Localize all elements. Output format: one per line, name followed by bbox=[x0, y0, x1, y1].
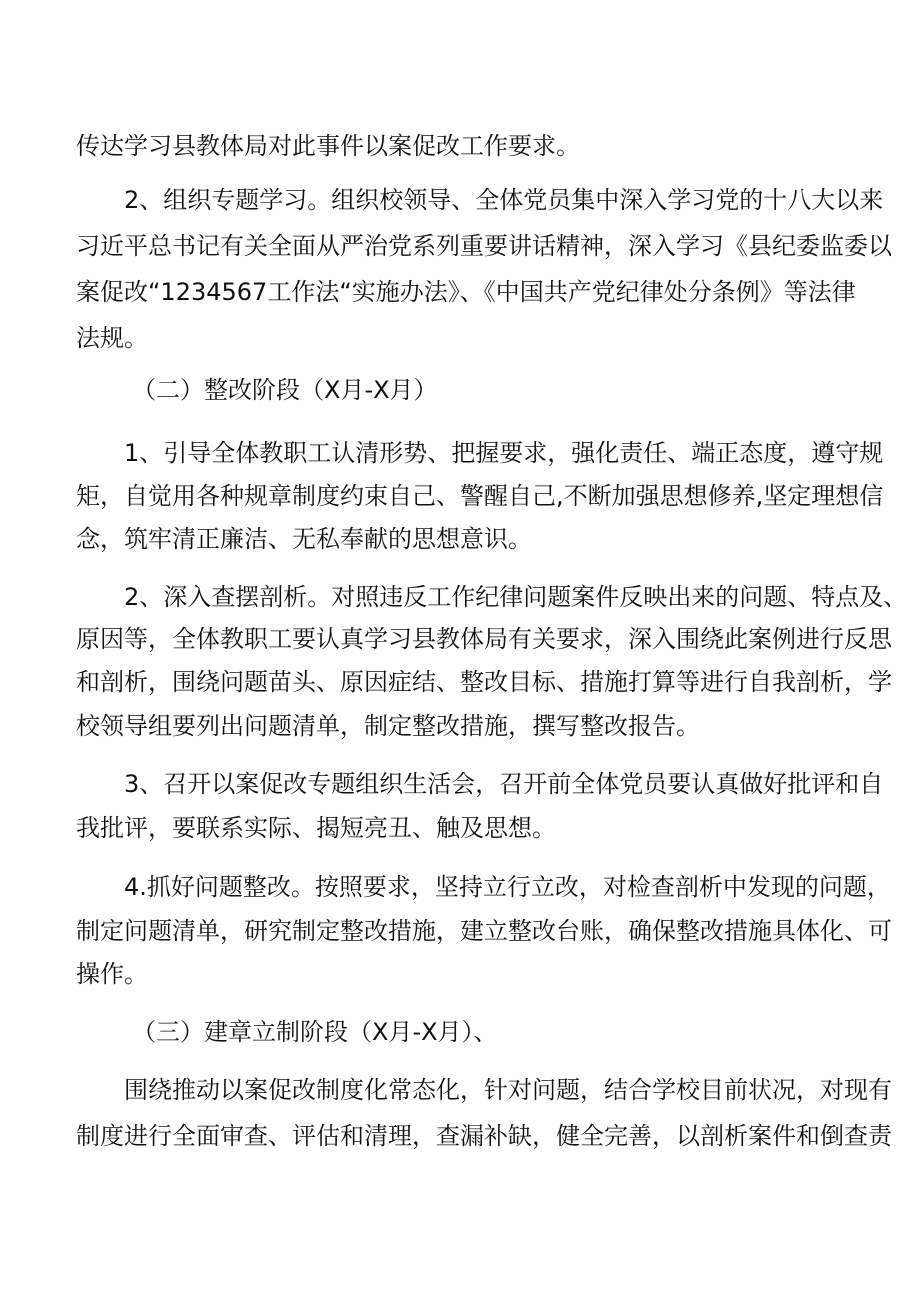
paragraph-line: 法规。 bbox=[76, 324, 148, 352]
paragraph-line: 矩，自觉用各种规章制度约束自己、警醒自己,不断加强思想修养,坚定理想信 bbox=[76, 482, 884, 510]
paragraph-line: 2、组织专题学习。组织校领导、全体党员集中深入学习党的十八大以来 bbox=[124, 186, 884, 214]
paragraph-line: 习近平总书记有关全面从严治党系列重要讲话精神，深入学习《县纪委监委以 bbox=[76, 232, 892, 260]
paragraph-line: 原因等，全体教职工要认真学习县教体局有关要求，深入围绕此案例进行反思 bbox=[76, 625, 892, 653]
paragraph-line: 操作。 bbox=[76, 960, 148, 988]
paragraph-line: 制度进行全面审查、评估和清理，查漏补缺，健全完善，以剖析案件和倒查责 bbox=[76, 1122, 892, 1150]
section-heading: （二）整改阶段（X月-X月） bbox=[132, 376, 438, 404]
paragraph-line: 传达学习县教体局对此事件以案促改工作要求。 bbox=[76, 132, 580, 160]
paragraph-line: 案促改“1234567工作法“实施办法》、《中国共产党纪律处分条例》等法律 bbox=[76, 278, 856, 306]
paragraph-line: 和剖析，围绕问题苗头、原因症结、整改目标、措施打算等进行自我剖析，学 bbox=[76, 668, 892, 696]
paragraph-line: 念，筑牢清正廉洁、无私奉献的思想意识。 bbox=[76, 525, 532, 553]
paragraph-line: 校领导组要列出问题清单，制定整改措施，撰写整改报告。 bbox=[76, 712, 700, 740]
paragraph-line: 3、召开以案促改专题组织生活会，召开前全体党员要认真做好批评和自 bbox=[124, 770, 884, 798]
paragraph-line: 围绕推动以案促改制度化常态化，针对问题，结合学校目前状况，对现有 bbox=[124, 1076, 892, 1104]
paragraph-line: 2、深入查摆剖析。对照违反工作纪律问题案件反映出来的问题、特点及、 bbox=[124, 583, 908, 611]
paragraph-line: 1、引导全体教职工认清形势、把握要求，强化责任、端正态度，遵守规 bbox=[124, 439, 884, 467]
paragraph-line: 我批评，要联系实际、揭短亮丑、触及思想。 bbox=[76, 814, 556, 842]
paragraph-line: 4.抓好问题整改。按照要求，坚持立行立改，对检查剖析中发现的问题， bbox=[124, 873, 891, 901]
section-heading: （三）建章立制阶段（X月-X月）、 bbox=[132, 1018, 498, 1046]
paragraph-line: 制定问题清单，研究制定整改措施，建立整改台账，确保整改措施具体化、可 bbox=[76, 917, 892, 945]
